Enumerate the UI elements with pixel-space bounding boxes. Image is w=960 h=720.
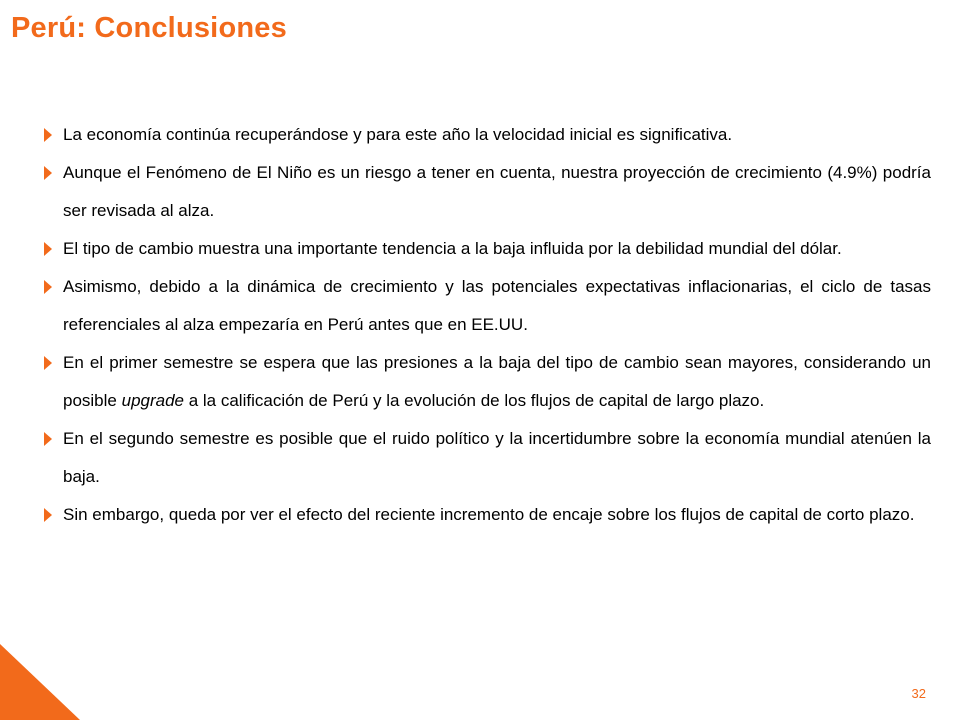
page-number: 32	[911, 686, 926, 701]
bullet-text: El tipo de cambio muestra una importante tendencia a la baja influida por la debilidad mundial del dólar.	[63, 239, 842, 258]
slide-title: Perú: Conclusiones	[11, 12, 287, 44]
bullet-item-7	[40, 496, 931, 534]
bullet-item-1	[40, 116, 931, 154]
triangle-right-icon	[44, 280, 52, 294]
bullet-text-italic: upgrade	[121, 391, 184, 410]
triangle-right-icon	[44, 128, 52, 142]
corner-triangle-shape	[0, 644, 80, 720]
triangle-right-icon	[44, 508, 52, 522]
bullet-text: Sin embargo, queda por ver el efecto del reciente incremento de encaje sobre los flujos de capital de corto plazo.	[63, 505, 915, 524]
corner-triangle-icon	[0, 644, 80, 720]
triangle-right-icon	[44, 432, 52, 446]
bullet-item-5	[40, 344, 931, 420]
bullet-text: La economía continúa recuperándose y para este año la velocidad inicial es significativa.	[63, 125, 733, 144]
bullet-text-before: En el primer semestre se espera que las presiones a la baja del tipo de cambio sean mayores, considerando un posible	[63, 353, 931, 410]
bullet-text: Asimismo, debido a la dinámica de crecimiento y las potenciales expectativas inflacionarias, el ciclo de tasas referenciales al alza empezaría en Perú antes que en EE.UU.	[63, 277, 931, 334]
bullet-text: Aunque el Fenómeno de El Niño es un riesgo a tener en cuenta, nuestra proyección de crecimiento (4.9%) podría ser revisada al alza.	[63, 163, 931, 220]
triangle-right-icon	[44, 166, 52, 180]
bullet-item-3	[40, 230, 931, 268]
triangle-right-icon	[44, 356, 52, 370]
triangle-right-icon	[44, 242, 52, 256]
conclusions-list	[40, 116, 931, 534]
bullet-item-2	[40, 154, 931, 230]
bullet-text: En el segundo semestre es posible que el ruido político y la incertidumbre sobre la economía mundial atenúen la baja.	[63, 429, 931, 486]
bullet-text	[63, 353, 931, 410]
bullet-item-4	[40, 268, 931, 344]
bullet-text-after: a la calificación de Perú y la evolución de los flujos de capital de largo plazo.	[184, 391, 765, 410]
bullet-item-6	[40, 420, 931, 496]
